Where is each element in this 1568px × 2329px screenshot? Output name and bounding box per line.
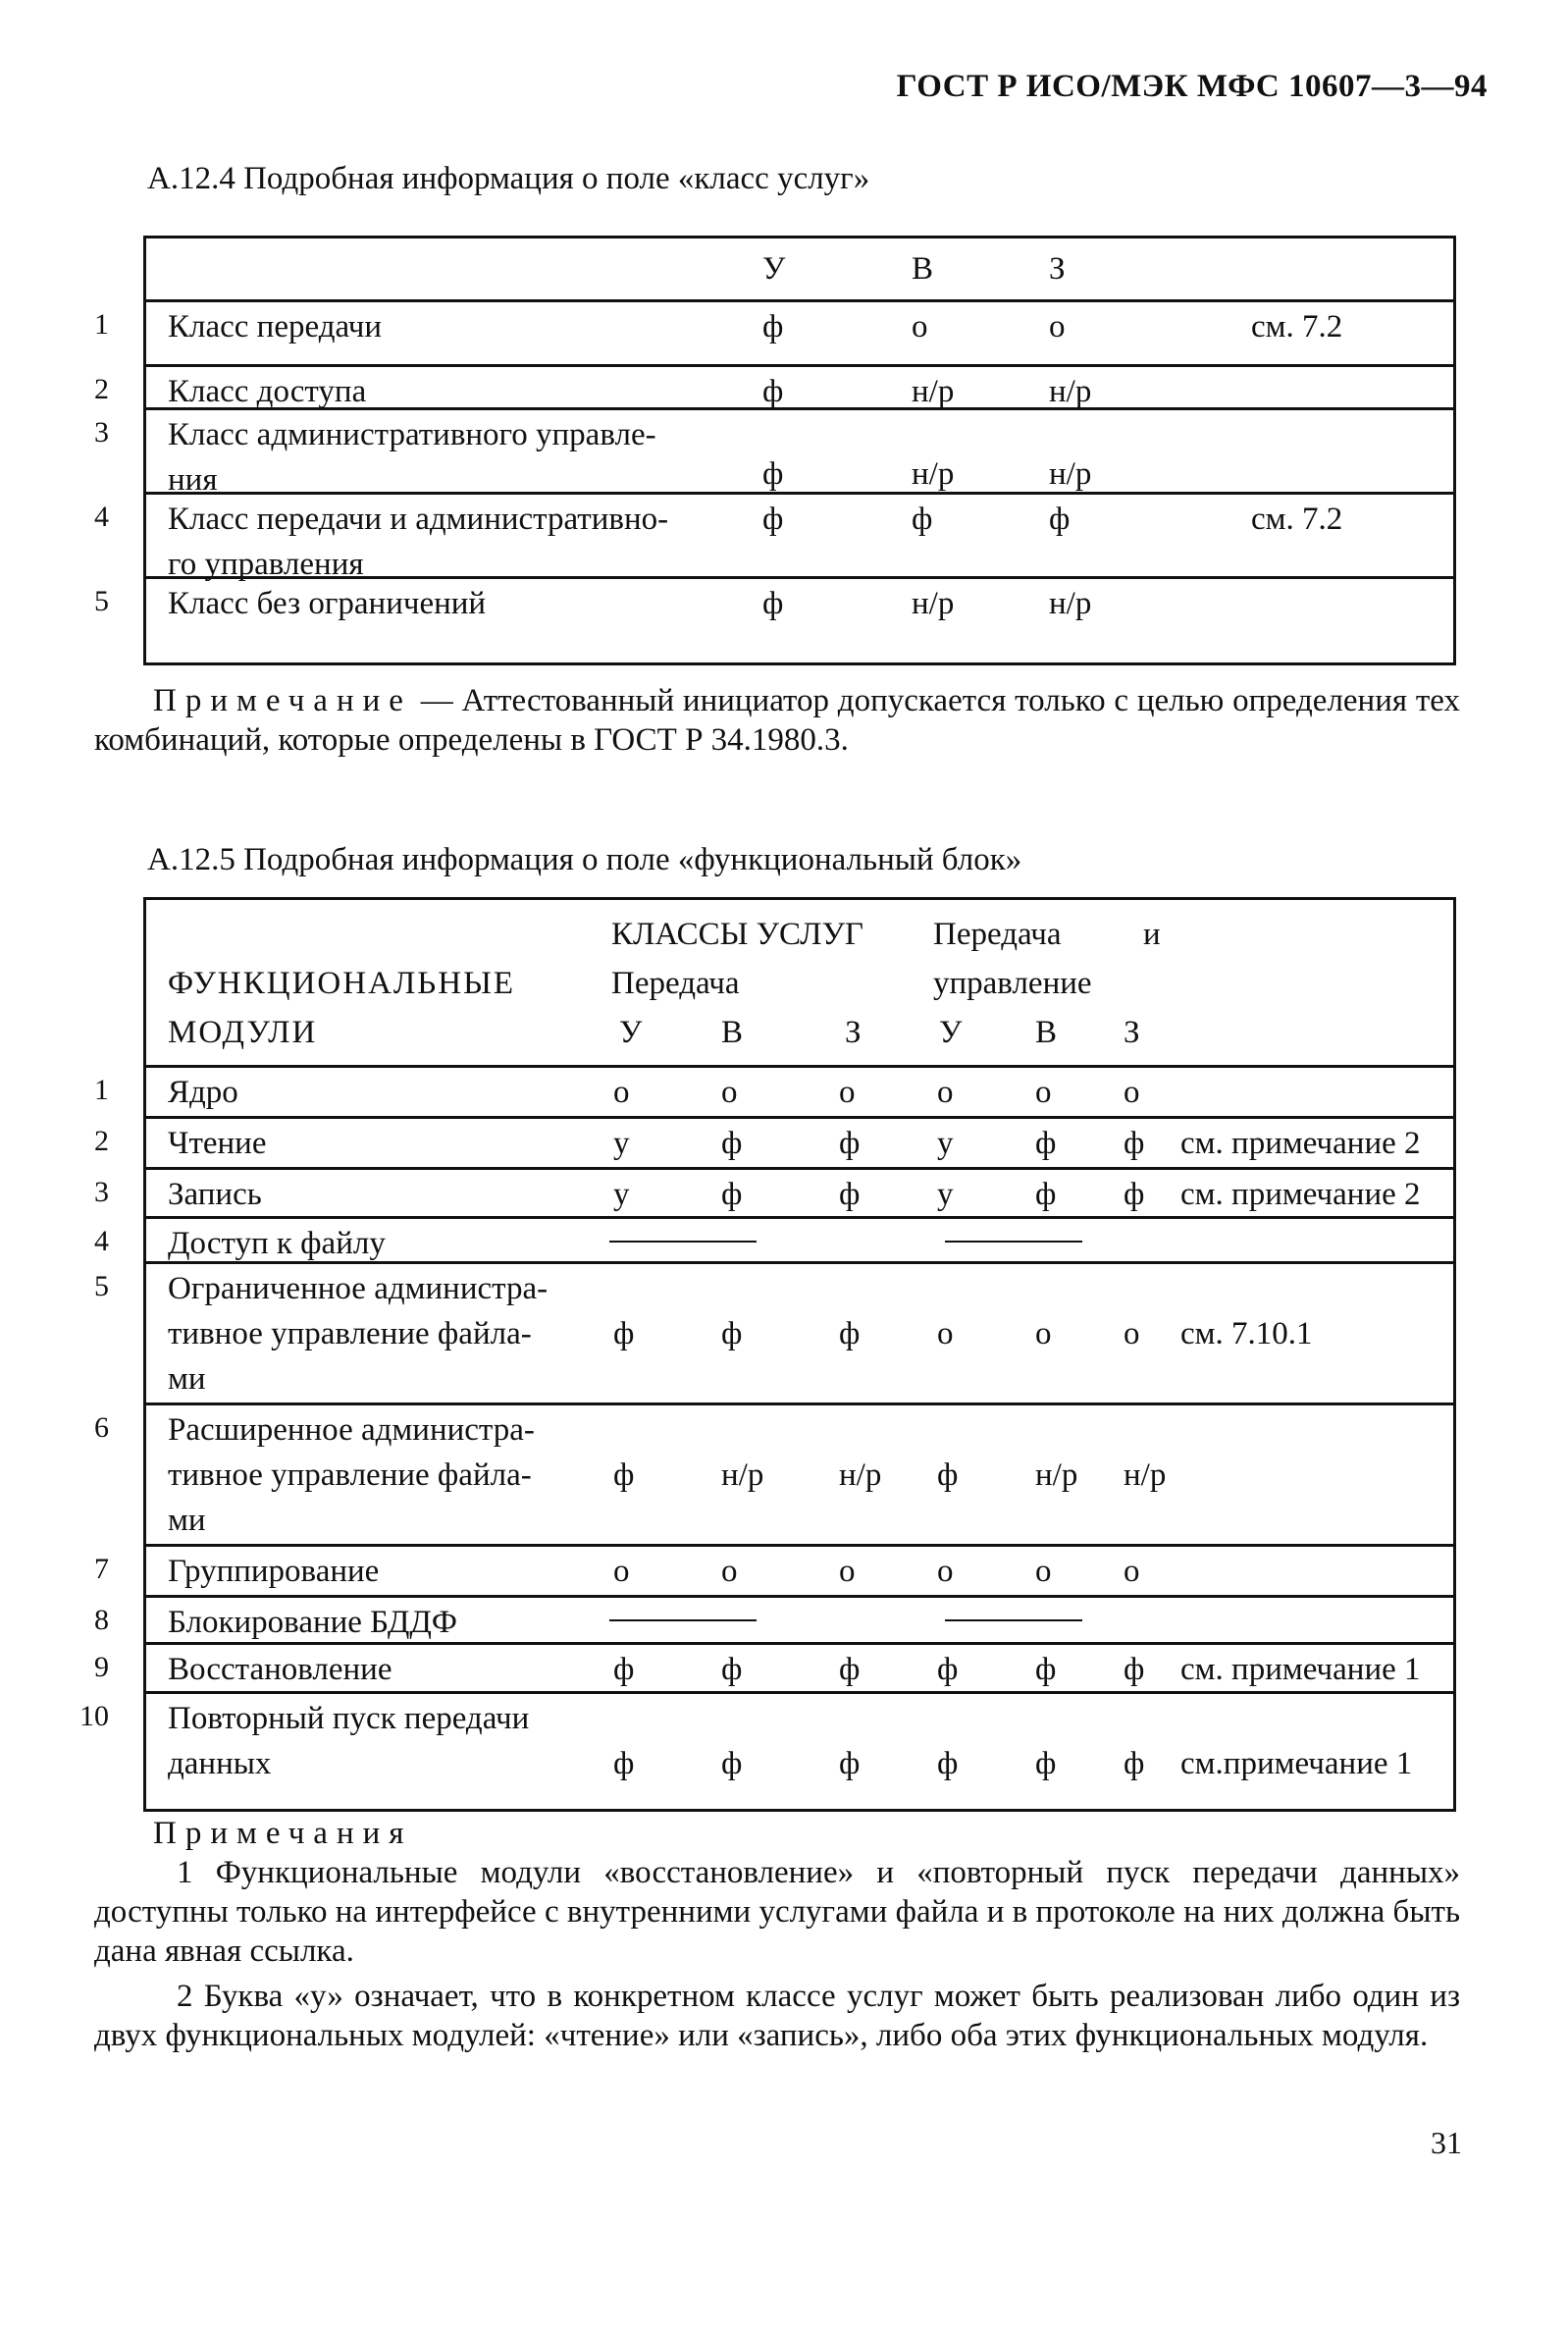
row-number: 6 bbox=[94, 1411, 109, 1444]
reference-cell: см.примечание 1 bbox=[1180, 1746, 1413, 1781]
row-name: ми bbox=[168, 1503, 206, 1538]
row-number: 3 bbox=[94, 416, 109, 449]
table-row bbox=[94, 1216, 1453, 1261]
value-cell: у bbox=[613, 1126, 630, 1161]
row-name: Расширенное администра- bbox=[168, 1412, 535, 1448]
value-cell: н/р bbox=[721, 1457, 764, 1493]
value-cell: ф bbox=[721, 1177, 743, 1212]
value-cell: ф bbox=[721, 1126, 743, 1161]
note-label: Примечание bbox=[153, 683, 412, 718]
row-name: Повторный пуск передачи bbox=[168, 1701, 530, 1736]
value-cell: о bbox=[613, 1075, 630, 1110]
notes-label: Примечания bbox=[153, 1816, 413, 1851]
value-cell: ф bbox=[1035, 1177, 1057, 1212]
value-cell: н/р bbox=[1049, 456, 1092, 492]
row-name: Класс передачи bbox=[168, 309, 383, 344]
col-head-z1: З bbox=[845, 1015, 862, 1050]
row-name: Ядро bbox=[168, 1075, 238, 1110]
section2-notes bbox=[94, 1814, 1460, 2055]
table-row bbox=[94, 1261, 1453, 1403]
table-row bbox=[94, 576, 1453, 668]
row-name: Блокирование БДДФ bbox=[168, 1605, 457, 1640]
value-cell: о bbox=[1124, 1554, 1140, 1589]
value-cell: ф bbox=[721, 1652, 743, 1687]
row-name: Ограниченное администра- bbox=[168, 1271, 549, 1306]
reference-cell: см. примечание 2 bbox=[1180, 1126, 1421, 1161]
value-cell: ф bbox=[839, 1652, 861, 1687]
transfer-management-and: и bbox=[1143, 917, 1161, 952]
value-cell: ф bbox=[1049, 502, 1071, 537]
value-cell: ф bbox=[1035, 1746, 1057, 1781]
table-row bbox=[79, 1691, 1453, 1815]
row-number: 4 bbox=[94, 501, 109, 533]
table-row bbox=[94, 1595, 1453, 1642]
row-name: Класс передачи и административно- bbox=[168, 502, 669, 537]
value-cell: ф bbox=[1035, 1126, 1057, 1161]
row-number: 5 bbox=[94, 585, 109, 617]
value-cell: ф bbox=[839, 1316, 861, 1351]
row-name: го управления bbox=[168, 547, 364, 582]
note-2: 2 Буква «у» означает, что в конкретном классе услуг может быть реализован либо один из двух функциональных модулей: «чтение» или «запись», либо оба этих функциональных модуля. bbox=[94, 1979, 1460, 2053]
row-name: данных bbox=[168, 1746, 272, 1781]
value-cell: ф bbox=[721, 1746, 743, 1781]
col-head-z2: З bbox=[1124, 1015, 1140, 1050]
value-cell: о bbox=[1049, 309, 1066, 344]
value-cell: н/р bbox=[1124, 1457, 1167, 1493]
value-cell: ф bbox=[762, 456, 784, 492]
value-cell: о bbox=[937, 1316, 954, 1351]
row-number: 1 bbox=[94, 1074, 109, 1106]
value-cell: н/р bbox=[1049, 586, 1092, 621]
value-cell: ф bbox=[1124, 1746, 1145, 1781]
note-text: — Аттестованный инициатор допускается только с целью определения тех комбинаций, которые определены в ГОСТ Р 34.1980.3. bbox=[94, 683, 1460, 758]
value-cell: о bbox=[721, 1554, 738, 1589]
service-classes-header: КЛАССЫ УСЛУГ bbox=[611, 917, 864, 952]
document-header: ГОСТ Р ИСО/МЭК МФС 10607—3—94 bbox=[896, 69, 1488, 104]
value-cell: ф bbox=[839, 1746, 861, 1781]
value-cell: н/р bbox=[839, 1457, 882, 1493]
value-cell: ф bbox=[937, 1652, 959, 1687]
row-name: тивное управление файла- bbox=[168, 1457, 532, 1493]
reference-cell: см. примечание 1 bbox=[1180, 1652, 1421, 1687]
not-applicable-dash bbox=[945, 1619, 1082, 1621]
col-head-v2: В bbox=[1035, 1015, 1058, 1050]
value-cell: о bbox=[839, 1554, 856, 1589]
row-number: 7 bbox=[94, 1553, 109, 1585]
col-head-u1: У bbox=[619, 1015, 643, 1050]
table-row bbox=[94, 1116, 1453, 1167]
row-number: 4 bbox=[94, 1225, 109, 1257]
row-name: Восстановление bbox=[168, 1652, 392, 1687]
row-name: Класс без ограничений bbox=[168, 586, 487, 621]
value-cell: о bbox=[839, 1075, 856, 1110]
value-cell: ф bbox=[721, 1316, 743, 1351]
row-name: Класс административного управле- bbox=[168, 417, 656, 452]
value-cell: ф bbox=[613, 1652, 635, 1687]
value-cell: о bbox=[1124, 1075, 1140, 1110]
value-cell: ф bbox=[937, 1746, 959, 1781]
table-row bbox=[94, 1065, 1453, 1116]
row-number: 5 bbox=[94, 1270, 109, 1302]
value-cell: ф bbox=[762, 586, 784, 621]
value-cell: ф bbox=[839, 1126, 861, 1161]
row-name: Класс доступа bbox=[168, 374, 367, 409]
col-head-v1: В bbox=[721, 1015, 744, 1050]
table-header-row bbox=[146, 238, 1453, 299]
row-number: 2 bbox=[94, 373, 109, 405]
value-cell: н/р bbox=[1049, 374, 1092, 409]
transfer-management-header: Передача bbox=[933, 917, 1062, 952]
modules-header-line1: ФУНКЦИОНАЛЬНЫЕ bbox=[168, 966, 516, 1001]
table-row bbox=[94, 364, 1453, 409]
value-cell: ф bbox=[762, 502, 784, 537]
row-number: 3 bbox=[94, 1176, 109, 1208]
reference-cell: см. 7.2 bbox=[1251, 309, 1343, 344]
not-applicable-dash bbox=[945, 1241, 1082, 1243]
value-cell: ф bbox=[1124, 1126, 1145, 1161]
row-name: Запись bbox=[168, 1177, 262, 1212]
value-cell: у bbox=[613, 1177, 630, 1212]
value-cell: н/р bbox=[912, 456, 955, 492]
value-cell: о bbox=[937, 1075, 954, 1110]
value-cell: у bbox=[937, 1177, 954, 1212]
row-name: ния bbox=[168, 462, 218, 498]
value-cell: н/р bbox=[912, 374, 955, 409]
row-name: Чтение bbox=[168, 1126, 267, 1161]
section1-note bbox=[94, 681, 1460, 760]
table-header-row bbox=[146, 900, 1453, 1065]
value-cell: ф bbox=[613, 1746, 635, 1781]
value-cell: н/р bbox=[912, 586, 955, 621]
reference-cell: см. примечание 2 bbox=[1180, 1177, 1421, 1212]
row-name: ми bbox=[168, 1361, 206, 1397]
value-cell: ф bbox=[613, 1457, 635, 1493]
row-number: 2 bbox=[94, 1125, 109, 1157]
column-header-z: З bbox=[1049, 251, 1066, 287]
value-cell: ф bbox=[762, 374, 784, 409]
functional-block-table bbox=[79, 897, 1456, 1812]
value-cell: ф bbox=[762, 309, 784, 344]
row-name: тивное управление файла- bbox=[168, 1316, 532, 1351]
page-number: 31 bbox=[1431, 2125, 1462, 2160]
table-row bbox=[94, 1167, 1453, 1216]
value-cell: н/р bbox=[1035, 1457, 1078, 1493]
value-cell: у bbox=[937, 1126, 954, 1161]
value-cell: о bbox=[1035, 1075, 1052, 1110]
section-caption-service-class: А.12.4 Подробная информация о поле «класс услуг» bbox=[147, 161, 870, 196]
value-cell: ф bbox=[1035, 1652, 1057, 1687]
transfer-management-header-line2: управление bbox=[933, 966, 1092, 1001]
not-applicable-dash bbox=[609, 1241, 757, 1243]
service-class-table bbox=[94, 236, 1456, 665]
row-number: 9 bbox=[94, 1651, 109, 1683]
value-cell: о bbox=[912, 309, 928, 344]
row-number: 8 bbox=[94, 1604, 109, 1636]
table-row bbox=[94, 407, 1453, 498]
column-header-v: В bbox=[912, 251, 934, 287]
value-cell: ф bbox=[839, 1177, 861, 1212]
reference-cell: см. 7.2 bbox=[1251, 502, 1343, 537]
value-cell: ф bbox=[613, 1316, 635, 1351]
modules-header-line2: МОДУЛИ bbox=[168, 1015, 318, 1050]
value-cell: о bbox=[613, 1554, 630, 1589]
value-cell: о bbox=[721, 1075, 738, 1110]
table-row bbox=[94, 299, 1453, 344]
transfer-header: Передача bbox=[611, 966, 740, 1001]
row-name: Доступ к файлу bbox=[168, 1226, 386, 1261]
value-cell: ф bbox=[1124, 1652, 1145, 1687]
table-row bbox=[94, 1544, 1453, 1595]
value-cell: о bbox=[937, 1554, 954, 1589]
table-row bbox=[94, 1403, 1453, 1544]
section-caption-functional-block: А.12.5 Подробная информация о поле «функциональный блок» bbox=[147, 842, 1022, 877]
reference-cell: см. 7.10.1 bbox=[1180, 1316, 1313, 1351]
table-row bbox=[94, 1642, 1453, 1691]
column-header-u: У bbox=[762, 251, 786, 287]
value-cell: ф bbox=[937, 1457, 959, 1493]
value-cell: о bbox=[1035, 1554, 1052, 1589]
row-number: 10 bbox=[79, 1700, 109, 1732]
row-number: 1 bbox=[94, 308, 109, 341]
col-head-u2: У bbox=[939, 1015, 963, 1050]
value-cell: ф bbox=[1124, 1177, 1145, 1212]
not-applicable-dash bbox=[609, 1619, 757, 1621]
value-cell: ф bbox=[912, 502, 933, 537]
note-1: 1 Функциональные модули «восстановление» и «повторный пуск передачи данных» доступны только на интерфейсе с внутренними услугами файла и в протоколе на них должна быть дана явная ссылка. bbox=[94, 1855, 1460, 1969]
value-cell: о bbox=[1124, 1316, 1140, 1351]
row-name: Группирование bbox=[168, 1554, 380, 1589]
value-cell: о bbox=[1035, 1316, 1052, 1351]
table-row bbox=[94, 492, 1453, 582]
